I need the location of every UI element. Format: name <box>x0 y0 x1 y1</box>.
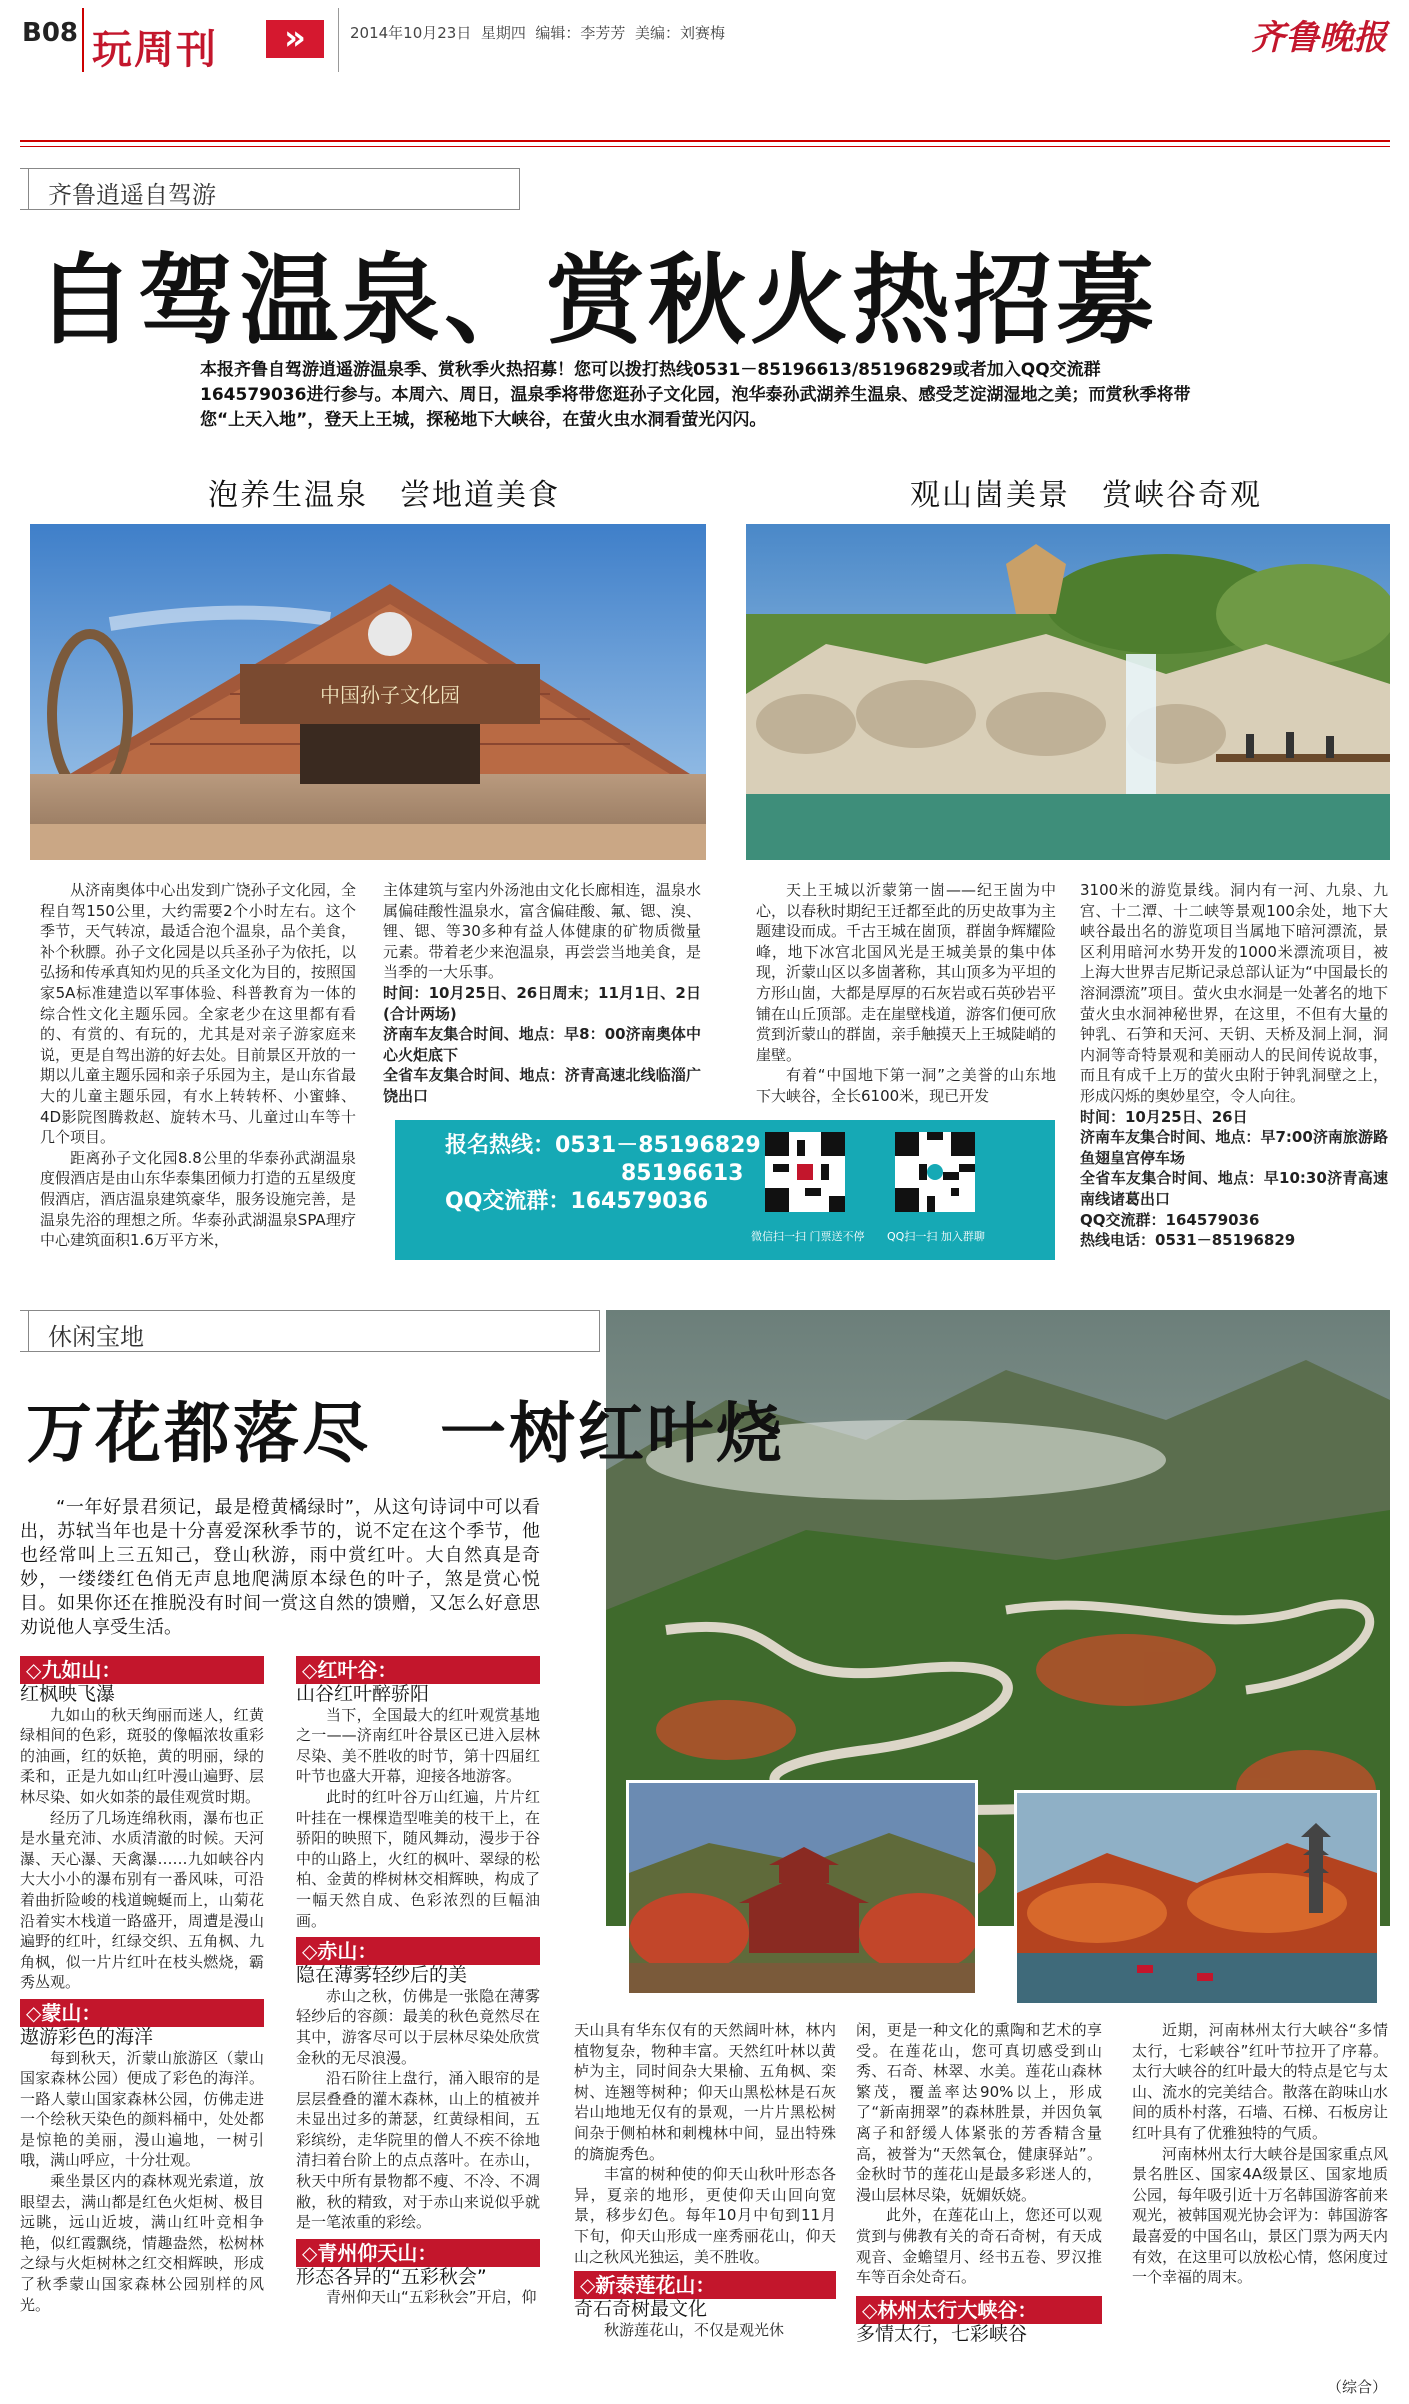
spot-column-c <box>574 2020 836 2340</box>
spot-heading-jiurushan: ◇九如山： <box>20 1656 264 1684</box>
hotline: 热线电话：0531－85196829 <box>1080 1231 1296 1250</box>
photo-rock-waterfall <box>746 524 1390 860</box>
paragraph: 当下，全国最大的红叶观赏基地之一——济南红叶谷景区已进入层林尽染、美不胜收的时节，第十四届红叶节也盛大开幕，迎接各地游客。 <box>296 1705 540 1786</box>
spot-heading-yangtianshan: ◇青州仰天山： <box>296 2239 540 2267</box>
section-tag-label: 休闲宝地 <box>48 1323 144 1351</box>
feature-intro <box>20 1496 540 1640</box>
paragraph: 近期，河南林州太行大峡谷“多情太行，七彩峡谷”红叶节拉开了序幕。太行大峡谷的红叶最大的特点是它与太山、流水的完美结合。散落在韵味山水间的质朴村落，石墙、石梯、石板房让红叶具有了优雅独特的气质。 <box>1132 2021 1388 2142</box>
section-arrow-icon: » <box>266 20 324 58</box>
paragraph: 有着“中国地下第一洞”之美誉的山东地下大峡谷，全长6100米，现已开发 <box>756 1066 1056 1105</box>
header-divider <box>82 8 84 72</box>
left-subtitle: 泡养生温泉 尝地道美食 <box>208 478 560 513</box>
qq-qr-code[interactable] <box>895 1132 975 1212</box>
paragraph: 青州仰天山“五彩秋会”开启，仰 <box>326 2288 537 2307</box>
spot-subtitle: 红枫映飞瀑 <box>20 1683 116 1705</box>
spot-heading-lianhuashan: ◇新泰莲花山： <box>574 2271 836 2299</box>
event-time: 时间：10月25日、26日周末；11月1日、2日(合计两场) <box>383 983 701 1023</box>
article-column-2 <box>383 880 701 1107</box>
spot-subtitle: 奇石奇树最文化 <box>574 2298 708 2321</box>
wechat-qr-code[interactable] <box>765 1132 845 1212</box>
qq-group: QQ交流群：164579036 <box>1080 1210 1260 1229</box>
spot-subtitle: 隐在薄雾轻纱后的美 <box>296 1964 468 1987</box>
header-divider-2 <box>338 8 339 72</box>
photo-temple-autumn <box>626 1780 978 1996</box>
registration-banner <box>395 1120 1055 1260</box>
registration-info: 报名热线：0531－85196829 85196613 QQ交流群：164579036 <box>445 1133 761 1214</box>
paragraph: “一年好景君须记，最是橙黄橘绿时”，从这句诗词中可以看出，苏轼当年也是十分喜爱深秋季节的，说不定在这个季节，他也经常叫上三五知己，登山秋游，雨中赏红叶。大自然真是奇妙，一缕缕红色俏无声息地爬满原本绿色的叶子，煞是赏心悦目。如果你还在推脱没有时间一赏这自然的馈赠，又怎么好意思劝说他人享受生活。 <box>20 1497 540 1638</box>
header-rule-thin <box>20 146 1390 147</box>
spot-subtitle: 多情太行，七彩峡谷 <box>856 2322 1028 2345</box>
paragraph: 此时的红叶谷万山红遍，片片红叶挂在一棵棵造型唯美的枝干上，在骄阳的映照下，随风舞动，漫步于谷中的山路上，火红的枫叶、翠绿的松柏、金黄的桦树林交相辉映，构成了一幅天然自成、色彩浓烈的巨幅油画。 <box>296 1787 540 1930</box>
qq-qr-caption: QQ扫一扫 加入群聊 <box>887 1230 985 1243</box>
section-tag-top <box>20 168 520 210</box>
svg-text:中国孙子文化园: 中国孙子文化园 <box>320 683 460 707</box>
paragraph: 天山具有华东仅有的天然阔叶林，林内植物复杂，物种丰富。天然红叶林以黄栌为主，同时间杂大果榆、五角枫、栾树、连翘等树种；仰天山黑松林是石灰岩山地地无仅有的景观，一片片黑松树间杂于侧柏林和刺槐林中间，显出特殊的旖旎秀色。 <box>574 2021 836 2163</box>
photo-lake-pagoda <box>1014 1790 1380 2006</box>
article-column-4 <box>1080 880 1388 1251</box>
feature-headline: 万花都落尽 一树红叶烧 <box>26 1394 785 1472</box>
spot-column-e <box>1132 2020 1388 2288</box>
newspaper-logo: 齐鲁晚报 <box>1251 18 1387 58</box>
page-number: B08 <box>22 18 78 48</box>
section-title: 玩周刊 <box>92 27 218 73</box>
paragraph: 河南林州太行大峡谷是国家重点风景名胜区、国家4A级景区、国家地质公园，每年吸引近十万名韩国游客前来观光，被韩国观光协会评为：韩国游客最喜爱的中国名山，景区门票为两天内有效，在这里可以放松心情，悠闲度过一个幸福的周末。 <box>1132 2144 1388 2287</box>
paragraph: 闲，更是一种文化的熏陶和艺术的享受。在莲花山，您可真切感受到山秀、石奇、林翠、水美。莲花山森林繁茂，覆盖率达90%以上，形成了“新南拥翠”的森林胜景，并因负氧离子和舒缓人体紧张的芳香精含量高，被誉为“天然氧仓，健康驿站”。金秋时节的莲花山是最多彩迷人的，漫山层林尽染，妩媚妖娆。 <box>856 2021 1102 2204</box>
event-time: 时间：10月25日、26日 <box>1080 1107 1248 1126</box>
header-rule <box>20 140 1390 142</box>
spot-column-a <box>20 1656 264 2315</box>
issue-meta: 2014年10月23日 星期四 编辑：李芳芳 美编：刘赛梅 <box>350 24 725 42</box>
spot-subtitle: 遨游彩色的海洋 <box>20 2025 154 2048</box>
source-note: （综合） <box>1326 2378 1387 2396</box>
spot-subtitle: 形态各异的“五彩秋会” <box>296 2265 487 2288</box>
main-headline: 自驾温泉、赏秋火热招募 <box>36 243 1159 358</box>
province-meeting-point: 全省车友集合时间、地点：早10:30济青高速南线诸葛出口 <box>1080 1169 1388 1208</box>
section-tag-label: 齐鲁逍遥自驾游 <box>48 181 216 209</box>
paragraph: 天上王城以沂蒙第一崮——纪王崮为中心，以春秋时期纪王迁都至此的历史故事为主题建设而成。千古王城在崮顶，群崮争辉耀险峰，地下冰宫北国风光是王城美景的集中体现，沂蒙山区以多崮著称，其山顶多为平坦的方形山崮，大都是厚厚的石灰岩或石英砂岩平铺在山丘顶部。走在崖壁栈道，游客们便可欣赏到沂蒙山的群崮，亲手触摸天上王城陡峭的崖壁。 <box>756 881 1057 1064</box>
paragraph: 从济南奥体中心出发到广饶孙子文化园，全程自驾150公里，大约需要2个小时左右。这个季节，天气转凉，最适合泡个温泉，品个美食，补个秋膘。孙子文化园是以兵圣孙子为依托，以弘扬和传承真知灼见的兵圣文化为目的，按照国家5A标准建造以军事体验、科普教育为一体的综合性文化主题乐园。全家老少在这里都有看的、有赏的、有玩的，尤其是对亲子游家庭来说，更是自驾出游的好去处。目前景区开放的一期以儿童主题乐园和亲子乐园为主，是山东省最大的儿童主题乐园，有水上转转杯、小蜜蜂、4D影院图腾救赵、旋转木马、儿童过山车等十几个项目。 <box>40 881 356 1147</box>
paragraph: 每到秋天，沂蒙山旅游区（蒙山国家森林公园）便成了彩色的海洋。一路人蒙山国家森林公园，仿佛走进一个绘秋天染色的颜料桶中，处处都是惊艳的美丽，漫山遍地，一树引哦，满山呼应，十分壮观。 <box>20 2048 264 2170</box>
paragraph: 秋游莲花山，不仅是观光休 <box>604 2320 785 2339</box>
jinan-meeting-point: 济南车友集合时间、地点：早7:00济南旅游路鱼翅皇宫停车场 <box>1080 1128 1388 1167</box>
article-column-1 <box>40 880 356 1251</box>
spot-heading-hongyegu: ◇红叶谷： <box>296 1656 540 1684</box>
section-tag-middle <box>20 1310 600 1352</box>
spot-column-b <box>296 1656 540 2308</box>
province-meeting-point: 全省车友集合时间、地点：济青高速北线临淄广饶出口 <box>383 1066 701 1105</box>
paragraph: 丰富的树种使的仰天山秋叶形态各异，夏亲的地形，更使仰天山回向宽景，移步幻色。每年10月中旬到11月下旬，仰天山形成一座秀丽花山，仰天山之秋风光独运，美不胜收。 <box>574 2165 836 2266</box>
paragraph: 3100米的游览景线。洞内有一河、九泉、九宫、十二潭、十二峡等景观100余处，地下大峡谷最出名的游览项目当属地下暗河漂流，景区利用暗河水势开发的1000米漂流项目，被上海大世界吉尼斯记录总部认证为“中国最长的溶洞漂流”项目。萤火虫水洞是一处著名的地下萤火虫水洞神秘世界，在这里，不但有大量的钟乳、石笋和天河、天钥、天桥及洞上洞，洞内洞等奇特景观和美丽动人的民间传说故事，而且有成千上万的萤火虫附于钟乳洞壁之上，形成闪烁的奥妙星空，令人向往。 <box>1080 881 1388 1105</box>
spot-subtitle: 山谷红叶醉骄阳 <box>296 1683 430 1705</box>
wechat-qr-caption: 微信扫一扫 门票送不停 <box>751 1230 865 1243</box>
paragraph: 沿石阶往上盘行，涌入眼帘的是层层叠叠的灌木森林，山上的植被并未显出过多的萧瑟，红黄绿相间，五彩缤纷，走华院里的僧人不疾不徐地清扫着台阶上的点点落叶。在赤山，秋天中所有景物都不瘦、不冷、不凋敝，秋的精致，对于赤山来说似乎就是一笔浓重的彩绘。 <box>296 2069 540 2232</box>
lead-paragraph: 本报齐鲁自驾游逍遥游温泉季、赏秋季火热招募！您可以拨打热线0531－85196613/85196829或者加入QQ交流群164579036进行参与。本周六、周日，温泉季将带您逛孙子文化园，泡华泰孙武湖养生温泉、感受芝淀湖湿地之美；而赏秋季将带您“上天入地”，登天上王城，探秘地下大峡谷，在萤火虫水洞看萤光闪闪。 <box>200 360 1191 430</box>
article-column-3 <box>756 880 1056 1107</box>
spot-heading-chishan: ◇赤山： <box>296 1937 540 1965</box>
right-subtitle: 观山崮美景 赏峡谷奇观 <box>910 478 1262 513</box>
photo-sunzi-park <box>30 524 706 860</box>
spot-heading-taihang: ◇林州太行大峡谷： <box>856 2296 1102 2324</box>
spot-column-d <box>856 2020 1102 2344</box>
paragraph: 经历了几场连绵秋雨，瀑布也正是水量充沛、水质清澈的时候。天河瀑、天心瀑、天禽瀑……九如峡谷内大大小小的瀑布别有一番风味，可沿着曲折险峻的栈道蜿蜒而上，山菊花沿着实木栈道一路盛开，周遭是漫山遍野的红叶，红绿交织、五角枫、九角枫，似一片片红叶在枝头燃烧，霸秀丛观。 <box>20 1808 264 1992</box>
paragraph: 乘坐景区内的森林观光索道，放眼望去，满山都是红色火炬树、极目远眺，远山近坡，满山红叶竞相争艳，似红霞飘绕，情趣盎然，松树林之绿与火炬树林之红交相辉映，形成了秋季蒙山国家森林公园别样的风光。 <box>20 2172 264 2314</box>
paragraph: 主体建筑与室内外汤池由文化长廊相连，温泉水属偏硅酸性温泉水，富含偏硅酸、氟、锶、溴、锂、锶、等30多种有益人体健康的矿物质微量元素。带着老少来泡温泉，再尝尝当地美食，是当季的一大乐事。 <box>383 881 701 982</box>
paragraph: 此外，在莲花山上，您还可以观赏到与佛教有关的奇石奇树，有天成观音、金蟾望月、经书五卷、罗汉推车等百余处奇石。 <box>856 2206 1102 2287</box>
paragraph: 九如山的秋天绚丽而迷人，红黄绿相间的色彩，斑驳的像幅浓妆重彩的油画，红的妖艳，黄的明丽，绿的柔和，正是九如山红叶漫山遍野、层林尽染、如火如荼的最佳观赏时期。 <box>20 1705 264 1806</box>
paragraph: 距离孙子文化园8.8公里的华泰孙武湖温泉度假酒店是由山东华泰集团倾力打造的五星级度假酒店，酒店温泉建筑豪华，服务设施完善，是温泉先浴的理想之所。华泰孙武湖温泉SPA理疗中心建筑面积1.6万平方米， <box>40 1148 356 1250</box>
paragraph: 赤山之秋，仿佛是一张隐在薄雾轻纱后的容颜：最美的秋色竟然尽在其中，游客尽可以于层林尽染处欣赏金秋的无尽浪漫。 <box>296 1986 540 2067</box>
jinan-meeting-point: 济南车友集合时间、地点：早8：00济南奥体中心火炬底下 <box>383 1025 701 1064</box>
spot-heading-mengshan: ◇蒙山： <box>20 1999 264 2027</box>
